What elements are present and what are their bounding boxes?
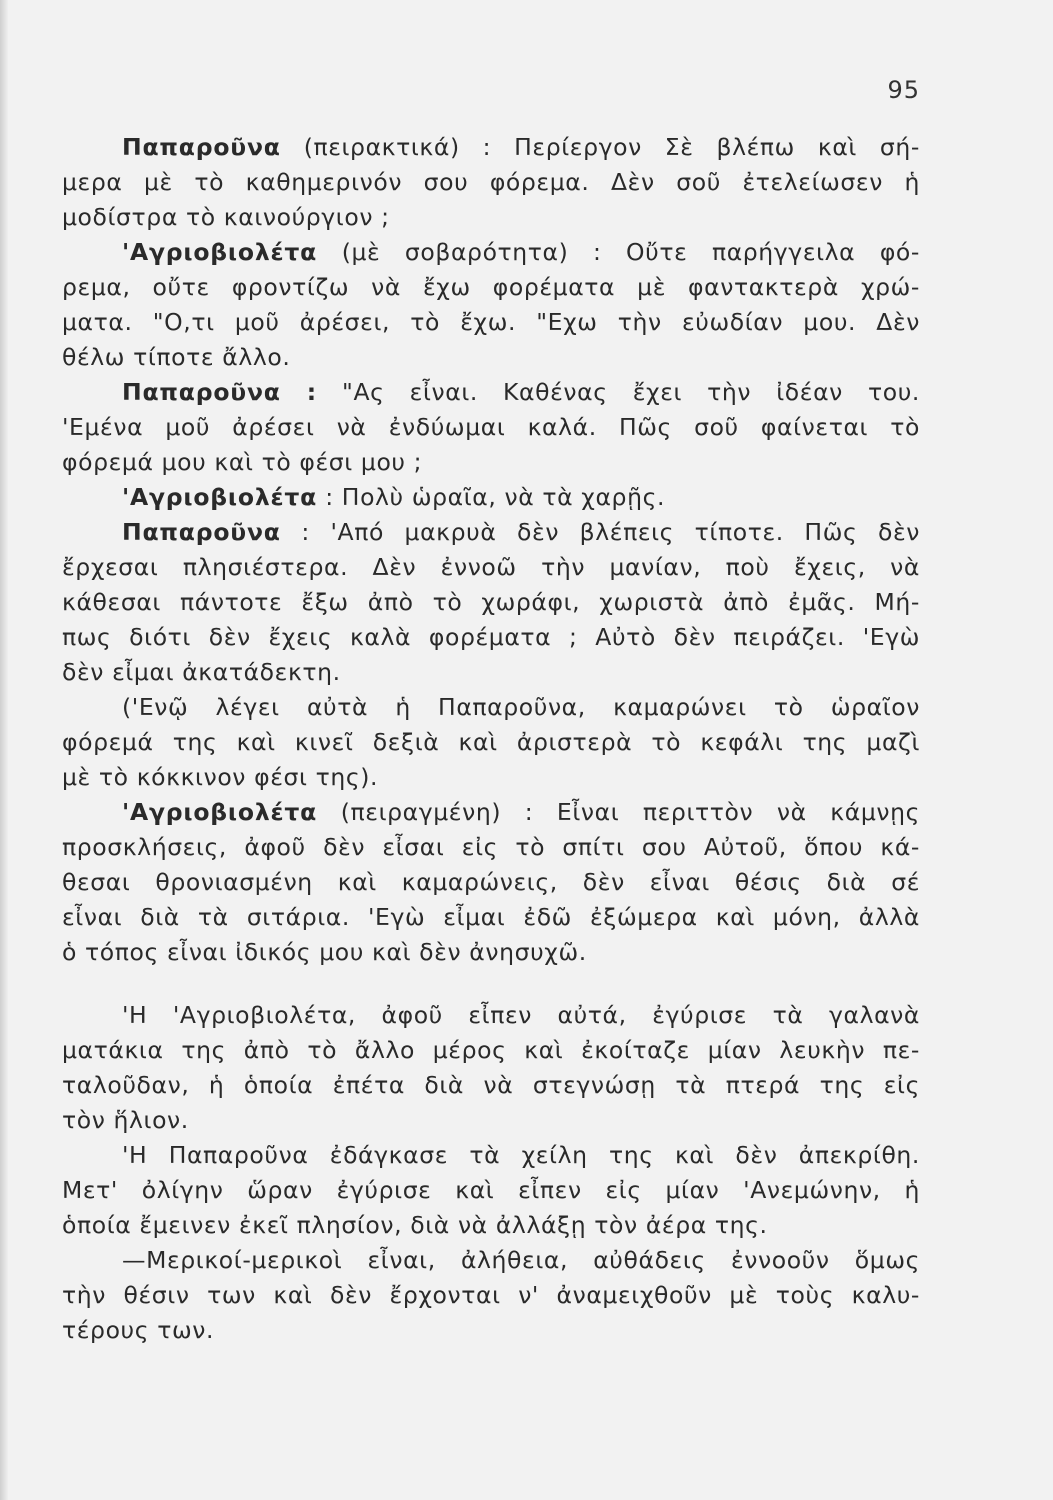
text-line: μὲ τὸ κόκκινον φέσι της). <box>62 763 379 791</box>
text-line: δὲν εἶμαι ἀκατάδεκτη. <box>62 658 341 686</box>
text-line: θέλω τίποτε ἄλλο. <box>62 343 291 371</box>
text-line: φόρεμά μου καὶ τὸ φέσι μου ; <box>62 448 423 476</box>
text-line: ματάκια της ἀπὸ τὸ ἄλλο μέρος καὶ ἐκοίταζε μίαν λευκὴν πε- <box>62 1036 920 1064</box>
speaker-name: Παπαροῦνα <box>122 133 281 161</box>
text-line: Παπαροῦνα : 'Από μακρυὰ δὲν βλέπεις τίποτε. Πῶς δὲν <box>122 518 920 546</box>
speaker-name: 'Αγριοβιολέτα <box>122 238 318 266</box>
page-number: 95 <box>887 76 920 104</box>
text-line: Παπαροῦνα (πειρακτικά) : Περίεργον Σὲ βλέπω καὶ σή- <box>122 133 920 161</box>
text-line: ὁποία ἔμεινεν ἐκεῖ πλησίον, διὰ νὰ ἀλλάξῃ τὸν ἀέρα της. <box>62 1211 768 1239</box>
text-line: 'Εμένα μοῦ ἀρέσει νὰ ἐνδύωμαι καλά. Πῶς σοῦ φαίνεται τὸ <box>62 413 920 441</box>
text-line: 'Η Παπαροῦνα ἐδάγκασε τὰ χείλη της καὶ δὲν ἀπεκρίθη. <box>122 1141 920 1169</box>
text-line: ἔρχεσαι πλησιέστερα. Δὲν ἐννοῶ τὴν μανίαν, ποὺ ἔχεις, νὰ <box>62 553 920 581</box>
speaker-name: 'Αγριοβιολέτα <box>122 483 318 511</box>
text-line: Μετ' ὀλίγην ὥραν ἐγύρισε καὶ εἶπεν εἰς μίαν 'Ανεμώνην, ἡ <box>62 1176 920 1204</box>
speaker-name: 'Αγριοβιολέτα <box>122 798 318 826</box>
page-edge-shadow <box>0 0 8 1500</box>
text-line: μοδίστρα τὸ καινούργιον ; <box>62 203 390 231</box>
text-line: τὸν ἥλιον. <box>62 1106 189 1134</box>
text-line: 'Αγριοβιολέτα : Πολὺ ὡραῖα, νὰ τὰ χαρῇς. <box>122 483 666 511</box>
text-line: ματα. "Ο,τι μοῦ ἀρέσει, τὸ ἔχω. "Εχω τὴν εὐωδίαν μου. Δὲν <box>62 308 920 336</box>
text-line: μερα μὲ τὸ καθημερινόν σου φόρεμα. Δὲν σοῦ ἐτελείωσεν ἡ <box>62 168 920 196</box>
body-text <box>62 130 920 1348</box>
text-line: ('Ενῷ λέγει αὐτὰ ἡ Παπαροῦνα, καμαρώνει τὸ ὡραῖον <box>122 693 920 721</box>
speaker-name: Παπαροῦνα <box>122 518 281 546</box>
text-line: ρεμα, οὔτε φροντίζω νὰ ἔχω φορέματα μὲ φαντακτερὰ χρώ- <box>62 273 920 301</box>
text-line: τέρους των. <box>62 1316 215 1344</box>
text-line: εἶναι διὰ τὰ σιτάρια. 'Εγὼ εἶμαι ἐδῶ ἐξώμερα καὶ μόνη, ἀλλὰ <box>62 903 920 931</box>
text-line: κάθεσαι πάντοτε ἔξω ἀπὸ τὸ χωράφι, χωριστὰ ἀπὸ ἐμᾶς. Μή- <box>62 588 920 616</box>
text-line: ὁ τόπος εἶναι ἰδικός μου καὶ δὲν ἀνησυχῶ. <box>62 938 587 966</box>
text-line: 'Η 'Αγριοβιολέτα, ἀφοῦ εἶπεν αὐτά, ἐγύρισε τὰ γαλανὰ <box>122 1001 920 1029</box>
text-line: 'Αγριοβιολέτα (πειραγμένη) : Εἶναι περιττὸν νὰ κάμνῃς <box>122 798 920 826</box>
text-line: προσκλήσεις, ἀφοῦ δὲν εἶσαι εἰς τὸ σπίτι σου Αὐτοῦ, ὅπου κά- <box>62 833 920 861</box>
text-line: ταλοῦδαν, ἡ ὁποία ἐπέτα διὰ νὰ στεγνώσῃ τὰ πτερά της εἰς <box>62 1071 920 1099</box>
text-line: Παπαροῦνα : "Ας εἶναι. Καθένας ἔχει τὴν ἰδέαν του. <box>122 378 920 406</box>
speaker-name: Παπαροῦνα : <box>122 378 317 406</box>
text-line: φόρεμά της καὶ κινεῖ δεξιὰ καὶ ἀριστερὰ τὸ κεφάλι της μαζὶ <box>62 728 920 756</box>
text-line: θεσαι θρονιασμένη καὶ καμαρώνεις, δὲν εἶναι θέσις διὰ σέ <box>62 868 920 896</box>
text-line: 'Αγριοβιολέτα (μὲ σοβαρότητα) : Οὔτε παρήγγειλα φό- <box>122 238 920 266</box>
text-line: πως διότι δὲν ἔχεις καλὰ φορέματα ; Αὐτὸ δὲν πειράζει. 'Εγὼ <box>62 623 920 651</box>
text-line: —Μερικοί-μερικοὶ εἶναι, ἀλήθεια, αὐθάδεις ἐννοοῦν ὅμως <box>122 1246 920 1274</box>
paragraph-gap <box>62 970 920 998</box>
text-line: τὴν θέσιν των καὶ δὲν ἔρχονται ν' ἀναμειχθοῦν μὲ τοὺς καλυ- <box>62 1281 920 1309</box>
